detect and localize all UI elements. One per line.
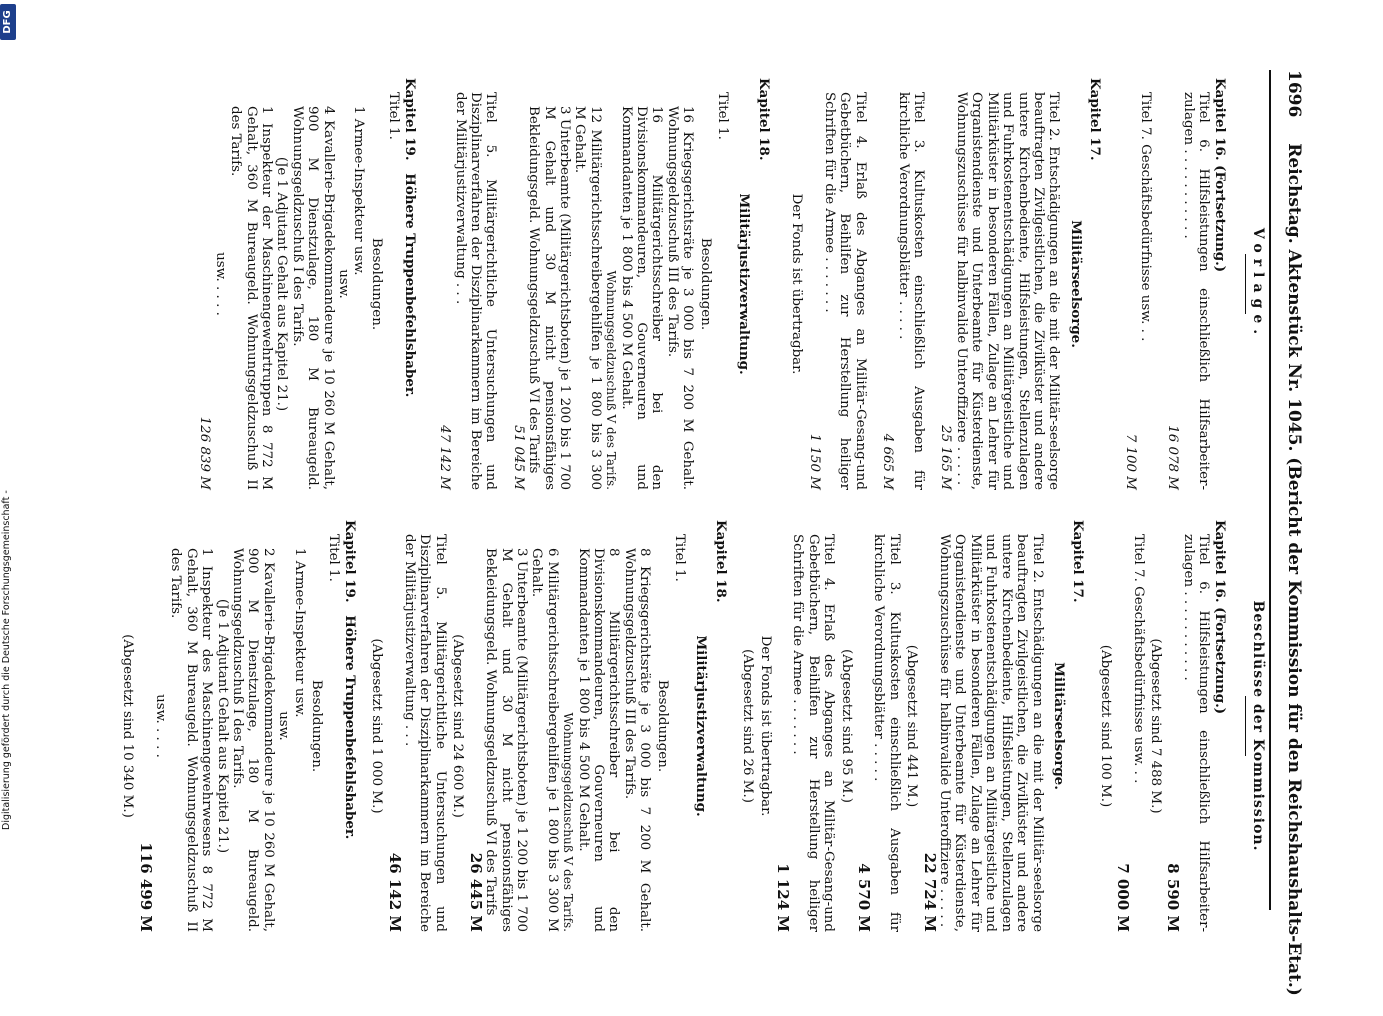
column-heading: Vorlage. (1250, 227, 1266, 341)
k17-titel4-note: Der Fonds ist übertragbar. (757, 635, 773, 817)
page-title: Reichstag. Aktenstück Nr. 1045. (Bericht der Kommission für den Reichshaushalts-Etat.) (1284, 143, 1304, 996)
k19-usw: usw. (276, 711, 292, 741)
k17-titel4-text: Titel 4. Erlaß des Abganges an Militär-Gesang-und Gebetbüchern, Beihilfen zur Herstellung heiliger Schriften für die Armee . . . . . . . (822, 92, 868, 490)
k19-line-3: 1 Inspekteur der Maschinengewehrtruppen 8 772 M Gehalt, 360 M Bureaugeld. Wohnungsgeldzuschuß II des Tarifs. (228, 106, 275, 490)
k19-line-2: 4 Kavallerie-Brigadekommandeure je 10 260 M Gehalt, 900 M Dienstzulage, 180 M Bureaugeld. Wohnungsgeldzuschuß I des Tarifs. (289, 106, 336, 490)
k18-titel1: Titel 1. (715, 92, 731, 140)
column-beschluesse (118, 520, 1265, 932)
k19-titel1-sub: Besoldungen. (309, 679, 325, 773)
k19-line-3-usw: usw. . . . . (212, 252, 228, 316)
k18-line-2-side: Wohnungsgeldzuschuß V des Tarifs. (561, 712, 576, 932)
k19-line-2: 2 Kavallerie-Brigadekommandeure je 10 260 M Gehalt, 900 M Dienstzulage, 180 M Bureaugeld. Wohnungsgeldzuschuß I des Tarifs. (230, 548, 276, 932)
k18-line-3: 12 Militärgerichtsschreibergehilfen je 1 800 bis 3 300 M Gehalt. (572, 106, 603, 490)
column-heading: Beschlüsse der Kommission. (1250, 600, 1266, 852)
k18-titel1: Titel 1. (672, 534, 687, 582)
k18-titel5-text: Titel 5. Militärgerichtliche Untersuchungen und Disziplinarverfahren der Disziplinarkammern im Bereiche der Militärjustizverwaltung . . . (452, 92, 499, 490)
k18-line-4: 3 Unterbeamte (Militärgerichtsboten) je 1 200 bis 1 700 M Gehalt und 30 M nicht pensionsfähiges Bekleidungsgeld. Wohnungsgeldzuschuß VI des Tarifs (526, 106, 572, 490)
column-vorlage (195, 78, 1265, 490)
dfg-logo: DFG (0, 4, 16, 40)
k17-section-title: Militärseelsorge. (1050, 662, 1067, 790)
k19-line-3: 1 Inspekteur des Maschinengewehrwesens 8 772 M Gehalt, 360 M Bureaugeld. Wohnungsgeldzuschuß II des Tarifs. (168, 548, 215, 932)
chapter-16-title: Kapitel 16. (Fortsetzung.) (1211, 78, 1228, 273)
k19-line-2b: (Je 1 Adjutant Gehalt aus Kapitel 21.) (274, 156, 290, 412)
k18-titel5-abgesetzt: (Abgesetzt sind 1 000 M.) (369, 638, 385, 814)
chapter-18-title: Kapitel 18. (712, 520, 729, 603)
funding-credit: Digitalisierung gefördert durch die Deutsche Forschungsgemeinschaft - (1, 490, 12, 830)
k19-titel1-abgesetzt: (Abgesetzt sind 10 340 M.) (120, 634, 136, 818)
chapter-17-title: Kapitel 17. (1070, 520, 1087, 603)
k17-titel2-amount: 22 724 M (920, 852, 939, 932)
k18-titel1-sub: Besoldungen. (697, 237, 713, 331)
k17-titel3-abgesetzt: (Abgesetzt sind 95 M.) (838, 649, 854, 803)
k18-line-2: 16 Militärgerichtsschreiber bei den Divisionskommandeuren, Gouverneuren und Kommandanten je 1 800 bis 4 500 M Gehalt. (618, 106, 665, 490)
k17-titel2-text: Titel 2. Entschädigungen an die mit der Militär-seelsorge beauftragten Zivilgeistlichen, die Zivilküster und andere untere Kirchenbediente, Hilfsleistungen, Stellenzulagen und Fuhrkostenentschädigungen an Militärgeistliche und Militärküster in besonderen Fällen, Zulage an Lehrer für Organistendienste und Unterbeamte für Küsterdienste, Wohnungszuschüsse für halbinvalide Unteroffiziere . . . . . (937, 534, 1045, 932)
chapter-16-title: Kapitel 16. (Fortsetzung.) (1211, 520, 1228, 715)
k17-titel4-note: Der Fonds ist übertragbar. (789, 193, 805, 375)
k17-titel2-text: Titel 2. Entschädigungen an die mit der Militär-seelsorge beauftragten Zivilgeistlichen, die Zivilküster und andere untere Kirchenbediente, Hilfsleistungen, Stellenzulagen und Fuhrkostenentschädigungen an Militärgeistliche und Militärküster in besonderen Fällen, Zulage an Lehrer für Organistendienste und Unterbeamte für Küsterdienste, Wohnungszuschüsse für halbinvalide Unteroffiziere . . . . . (953, 92, 1062, 490)
k19-usw: usw. (336, 269, 352, 299)
k19-titel1-amount: 116 499 M (136, 842, 155, 932)
k19-line-2b: (Je 1 Adjutant Gehalt aus Kapitel 21.) (214, 598, 230, 854)
k16-titel7-text: Titel 7. Geschäftsbedürfnisse usw. . . (1137, 92, 1153, 342)
heading-rule (1245, 254, 1246, 314)
k18-line-1: 16 Kriegsgerichtsräte je 3 000 bis 7 200 M Gehalt. Wohnungsgeldzuschuß III des Tarifs. (664, 106, 696, 490)
k19-line-1: 1 Armee-Inspekteur usw. (351, 106, 367, 276)
k19-head: Kapitel 19. (341, 520, 358, 603)
k18-section-title: Militärjustizverwaltung. (736, 193, 753, 375)
k18-line-3: 6 Militärgerichtsschreibergehilfen je 1 800 bis 3 300 M Gehalt. (529, 548, 560, 932)
k17-titel4-abgesetzt: (Abgesetzt sind 26 M.) (740, 649, 756, 803)
k18-line-2: 8 Militärgerichtsschreiber bei den Divisionskommandeuren, Gouverneuren und Kommandanten je 1 800 bis 4 500 M Gehalt. (575, 548, 622, 932)
k18-titel5-amount: 46 142 M (385, 852, 404, 932)
k18-line-2-side: Wohnungsgeldzuschuß V des Tarifs. (604, 270, 619, 490)
k19-subject: Höhere Truppenbefehlshaber. (341, 615, 358, 840)
chapter-19-title (341, 520, 356, 932)
k19-titel1-sub: Besoldungen. (368, 237, 384, 331)
k16-titel7-amount: 7 100 M (1122, 433, 1138, 490)
k17-titel3-amount: 4 665 M (880, 433, 896, 490)
page-number: 1696 (1284, 70, 1304, 118)
k17-titel3-text: Titel 3. Kultuskosten einschließlich Ausgaben für kirchliche Verordnungsblätter . . . . . (895, 92, 927, 490)
k17-titel4-amount: 1 150 M (806, 433, 822, 490)
k17-titel4-text: Titel 4. Erlaß des Abganges an Militär-Gesang-und Gebetbüchern, Beihilfen zur Herstellung heiliger Schriften für die Armee . . . . . . . (790, 534, 837, 932)
k18-titel1-abgesetzt: (Abgesetzt sind 24 600 M.) (450, 634, 466, 818)
k19-titel1: Titel 1. (326, 534, 342, 582)
chapter-17-title: Kapitel 17. (1087, 78, 1104, 161)
k16-titel6-text: Titel 6. Hilfsleistungen einschließlich Hilfsarbeiter-zulagen . . . . . . . . . . . (1180, 534, 1212, 932)
k16-titel6-amount: 16 078 M (1165, 425, 1181, 490)
k16-titel7-text: Titel 7. Geschäftsbedürfnisse usw. . . (1130, 534, 1146, 784)
heading-rule (1245, 696, 1246, 756)
k17-titel4-amount: 1 124 M (774, 863, 793, 932)
k17-section-title: Militärseelsorge. (1067, 220, 1084, 348)
k16-titel7-abgesetzt: (Abgesetzt sind 100 M.) (1097, 644, 1113, 808)
k18-titel1-amount: 26 445 M (466, 852, 485, 932)
k16-titel7-amount: 7 000 M (1114, 863, 1133, 932)
k19-head: Kapitel 19. (401, 78, 418, 161)
k17-titel3-text: Titel 3. Kultuskosten einschließlich Ausgaben für kirchliche Verordnungsblätter . . . . . (871, 534, 902, 932)
k19-titel1-amount: 126 839 M (197, 416, 213, 490)
chapter-19-title (401, 78, 416, 490)
k17-titel2-amount: 25 165 M (938, 425, 954, 490)
k19-line-1: 1 Armee-Inspekteur usw. (291, 548, 307, 718)
k18-titel1-amount: 51 045 M (510, 425, 526, 490)
k18-titel5-text: Titel 5. Militärgerichtliche Untersuchungen und Disziplinarverfahren der Disziplinarkammern im Bereiche der Militärjustizverwaltung . . . (402, 534, 448, 932)
k16-titel6-amount: 8 590 M (1164, 863, 1183, 932)
chapter-18-title: Kapitel 18. (755, 78, 772, 161)
k18-line-1: 8 Kriegsgerichtsräte je 3 000 bis 7 200 M Gehalt. Wohnungsgeldzuschuß III des Tarifs. (621, 548, 653, 932)
k19-subject: Höhere Truppenbefehlshaber. (401, 173, 418, 398)
k19-titel1: Titel 1. (386, 92, 402, 140)
page-header (1269, 70, 1313, 996)
k19-line-3-usw: usw. . . . . (153, 694, 168, 758)
k17-titel2-abgesetzt: (Abgesetzt sind 441 M.) (904, 644, 920, 808)
k16-titel6-text: Titel 6. Hilfsleistungen einschließlich Hilfsarbeiter-zulagen . . . . . . . . . . . (1180, 92, 1212, 490)
k18-section-title: Militärjustizverwaltung. (693, 635, 710, 817)
k18-line-4: 3 Unterbeamte (Militärgerichtsboten) je 1 200 bis 1 700 M Gehalt und 30 M nicht pensionsfähiges Bekleidungsgeld. Wohnungsgeldzuschuß VI des Tarifs (483, 548, 529, 932)
footer-credit-strip (0, 0, 16, 1000)
k18-titel1-sub: Besoldungen. (654, 679, 670, 773)
k16-titel6-abgesetzt: (Abgesetzt sind 7 488 M.) (1147, 638, 1163, 814)
k17-titel3-amount: 4 570 M (855, 863, 874, 932)
k18-titel5-amount: 47 142 M (437, 425, 453, 490)
